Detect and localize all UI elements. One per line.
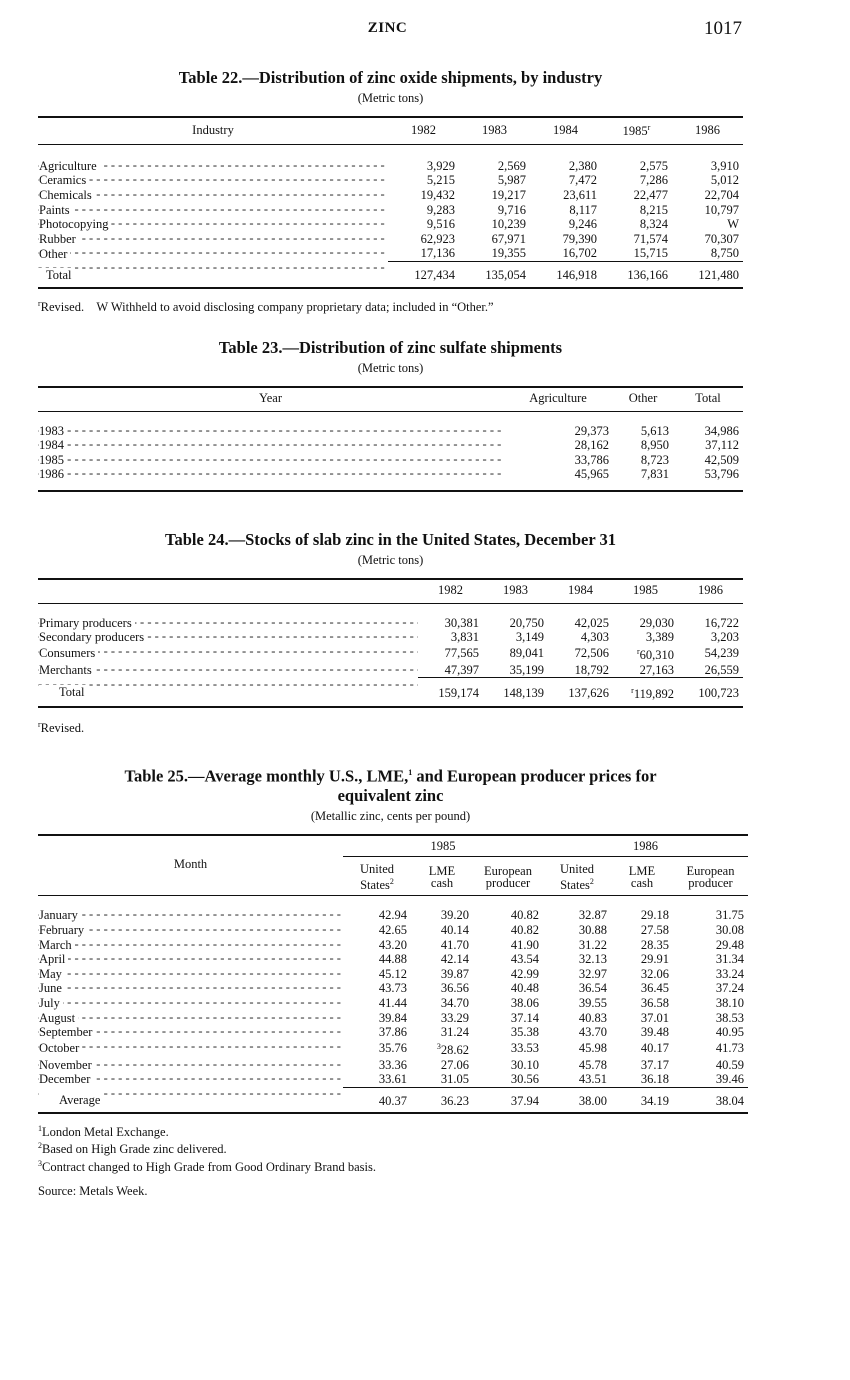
column-header-1985: 1985 <box>343 835 543 857</box>
total-row: Total - - - 159,174 148,139 137,626 $^r$119,892 100,723 <box>38 678 743 707</box>
column-header-agriculture: Agriculture <box>503 387 613 411</box>
table-row: October - - - 35.76 $^3$28.62 33.53 45.98 40.17 41.73 <box>38 1040 748 1058</box>
table-row: May - - - 45.12 39.87 42.99 32.97 32.06 33.24 <box>38 967 748 982</box>
column-header-year: 1982 <box>418 579 483 603</box>
table-row: Primary producers - - - 30,381 20,750 42,025 29,030 16,722 <box>38 616 743 631</box>
table-23-grid <box>38 386 743 492</box>
table-row: April - - - 44.88 42.14 43.54 32.13 29.91 31.34 <box>38 952 748 967</box>
average-row: Average - - - 40.37 36.23 37.94 38.00 34.19 38.04 <box>38 1087 748 1113</box>
column-header-year: 1985 <box>613 579 678 603</box>
column-header-european: European producer <box>473 857 543 896</box>
column-header-european: European producer <box>673 857 748 896</box>
column-header-us: United States$^2$ <box>343 857 411 896</box>
table-24-subtitle: (Metric tons) <box>357 553 424 567</box>
table-23 <box>38 338 743 492</box>
table-row: Photocopying - - - 9,516 10,239 9,246 8,324 W <box>38 217 743 232</box>
table-22 <box>38 68 743 314</box>
table-row: Merchants - - - 47,397 35,199 18,792 27,163 26,559 <box>38 663 743 678</box>
column-header-us: United States$^2$ <box>543 857 611 896</box>
table-row: January - - - 42.94 39.20 40.82 32.87 29.18 31.75 <box>38 908 748 923</box>
table-row: 1986 - - - 45,965 7,831 53,796 <box>38 467 743 482</box>
table-22-grid <box>38 116 743 289</box>
table-24-grid <box>38 578 743 708</box>
column-header-1986: 1986 <box>543 835 748 857</box>
table-row: September - - - 37.86 31.24 35.38 43.70 39.48 40.95 <box>38 1025 748 1040</box>
column-header-year: 1986 <box>678 579 743 603</box>
table-row: Consumers - - - 77,565 89,041 72,506 $^r$60,310 54,239 <box>38 645 743 663</box>
table-25-grid <box>38 834 748 1115</box>
table-25 <box>38 763 743 1198</box>
table-row: February - - - 42.65 40.14 40.82 30.88 27.58 30.08 <box>38 923 748 938</box>
table-22-footnote: $^r$Revised. W Withheld to avoid disclosing company proprietary data; included in “Other.” <box>38 298 494 314</box>
running-head <box>0 20 850 44</box>
table-row: November - - - 33.36 27.06 30.10 45.78 37.17 40.59 <box>38 1058 748 1073</box>
total-row: Total - - - 127,434 135,054 146,918 136,166 121,480 <box>38 261 743 287</box>
footnote-2: $^2$Based on High Grade zinc delivered. <box>38 1141 227 1157</box>
column-header-year: 1986 <box>672 117 743 144</box>
column-header-industry: Industry <box>38 117 388 144</box>
column-header-total: Total <box>673 387 743 411</box>
footnote-1: $^1$London Metal Exchange. <box>38 1124 169 1140</box>
table-row: July - - - 41.44 34.70 38.06 39.55 36.58 38.10 <box>38 996 748 1011</box>
table-row: Secondary producers - - - 3,831 3,149 4,303 3,389 3,203 <box>38 630 743 645</box>
table-25-footnotes <box>38 1122 743 1197</box>
table-24-footnote: $^r$Revised. <box>38 719 85 736</box>
table-25-title: Table 25.—Average monthly U.S., LME,$^1$ and European producer prices for equivalent zinc <box>124 766 657 805</box>
column-header-year: 1985$^r$ <box>601 117 672 144</box>
table-23-subtitle: (Metric tons) <box>357 361 424 375</box>
table-row: Paints - - - 9,283 9,716 8,117 8,215 10,797 <box>38 203 743 218</box>
footnote-3: $^3$Contract changed to High Grade from Good Ordinary Brand basis. <box>38 1158 376 1174</box>
page-number: 1017 <box>704 18 742 39</box>
table-row: March - - - 43.20 41.70 41.90 31.22 28.35 29.48 <box>38 938 748 953</box>
table-row: Chemicals - - - 19,432 19,217 23,611 22,477 22,704 <box>38 188 743 203</box>
table-row: August - - - 39.84 33.29 37.14 40.83 37.01 38.53 <box>38 1011 748 1026</box>
column-header-year: 1983 <box>483 579 548 603</box>
column-header-lme: LME cash <box>611 857 673 896</box>
running-head-title: ZINC <box>367 20 408 36</box>
table-row: Agriculture - - - 3,929 2,569 2,380 2,575 3,910 <box>38 159 743 174</box>
column-header-lme: LME cash <box>411 857 473 896</box>
column-header-year: 1984 <box>548 579 613 603</box>
table-24 <box>38 530 743 735</box>
column-header-other: Other <box>613 387 673 411</box>
table-25-subtitle: (Metallic zinc, cents per pound) <box>310 808 471 823</box>
table-row: Other - - - 17,136 19,355 16,702 15,715 8,750 <box>38 246 743 261</box>
table-23-title: Table 23.—Distribution of zinc sulfate shipments <box>218 338 563 357</box>
source-note: Source: Metals Week. <box>38 1183 148 1198</box>
column-header-month: Month <box>38 835 343 896</box>
table-row: Ceramics - - - 5,215 5,987 7,472 7,286 5,012 <box>38 173 743 188</box>
table-22-title: Table 22.—Distribution of zinc oxide shipments, by industry <box>178 68 603 87</box>
table-row: Rubber - - - 62,923 67,971 79,390 71,574 70,307 <box>38 232 743 247</box>
column-header-year: 1983 <box>459 117 530 144</box>
table-22-subtitle: (Metric tons) <box>357 91 424 105</box>
column-header-year: 1984 <box>530 117 601 144</box>
column-header-year: 1982 <box>388 117 459 144</box>
column-header-year: Year <box>38 387 503 411</box>
table-row: 1983 - - - 29,373 5,613 34,986 <box>38 424 743 439</box>
table-row: December - - - 33.61 31.05 30.56 43.51 36.18 39.46 <box>38 1072 748 1087</box>
table-row: 1985 - - - 33,786 8,723 42,509 <box>38 453 743 468</box>
table-24-title: Table 24.—Stocks of slab zinc in the United States, December 31 <box>165 530 616 549</box>
table-row: 1984 - - - 28,162 8,950 37,112 <box>38 438 743 453</box>
table-row: June - - - 43.73 36.56 40.48 36.54 36.45 37.24 <box>38 981 748 996</box>
